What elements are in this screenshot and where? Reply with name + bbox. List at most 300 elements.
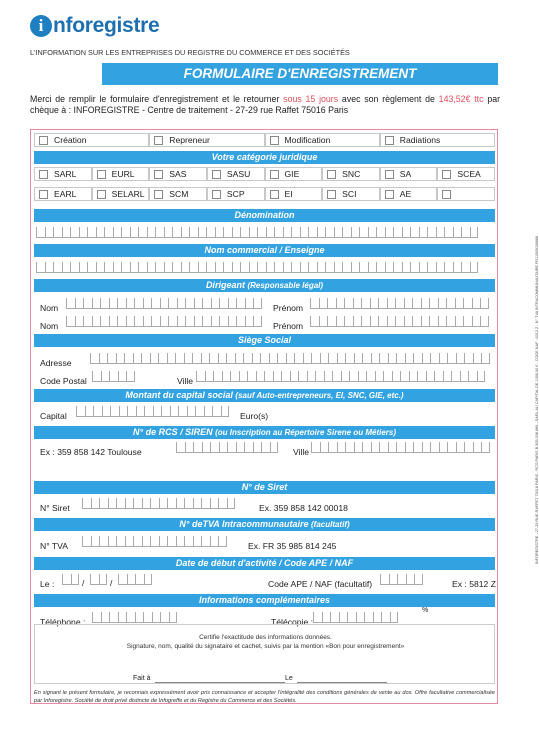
char-box[interactable] [133,536,142,547]
char-box[interactable] [204,406,213,417]
char-box[interactable] [150,536,159,547]
date-month-field[interactable] [90,574,107,585]
char-box[interactable] [236,298,245,309]
char-box[interactable] [451,371,460,382]
char-box[interactable] [294,353,303,364]
checkbox[interactable] [327,190,336,199]
char-box[interactable] [308,262,317,273]
char-box[interactable] [405,442,414,453]
char-box[interactable] [205,371,214,382]
char-box[interactable] [427,262,436,273]
char-box[interactable] [109,298,118,309]
char-box[interactable] [187,406,196,417]
char-box[interactable] [337,442,346,453]
option-repreneur[interactable]: Repreneur [149,133,264,147]
char-box[interactable] [66,298,75,309]
char-box[interactable] [144,406,153,417]
char-box[interactable] [113,262,122,273]
char-box[interactable] [100,298,109,309]
char-box[interactable] [210,498,219,509]
char-box[interactable] [261,442,270,453]
adresse-field[interactable] [90,353,490,364]
denomination-field[interactable] [36,227,478,238]
char-box[interactable] [419,262,428,273]
le-line[interactable] [297,682,387,683]
char-box[interactable] [82,498,91,509]
telephone-field[interactable] [92,612,177,623]
char-box[interactable] [143,298,152,309]
char-box[interactable] [444,227,453,238]
char-box[interactable] [412,316,421,327]
char-box[interactable] [116,498,125,509]
char-box[interactable] [177,316,186,327]
siret-field[interactable] [82,498,235,509]
char-box[interactable] [192,353,201,364]
char-box[interactable] [396,353,405,364]
char-box[interactable] [143,612,152,623]
char-box[interactable] [266,262,275,273]
char-box[interactable] [351,227,360,238]
char-box[interactable] [175,353,184,364]
char-box[interactable] [221,406,230,417]
char-box[interactable] [53,227,62,238]
char-box[interactable] [172,227,181,238]
char-box[interactable] [184,536,193,547]
char-box[interactable] [76,406,85,417]
option-modification[interactable]: Modification [265,133,380,147]
char-box[interactable] [410,262,419,273]
fait-a-line[interactable] [155,682,285,683]
char-box[interactable] [117,316,126,327]
char-box[interactable] [101,612,110,623]
category-option[interactable] [34,167,92,181]
char-box[interactable] [327,316,336,327]
char-box[interactable] [361,298,370,309]
char-box[interactable] [291,227,300,238]
char-box[interactable] [53,262,62,273]
char-box[interactable] [87,262,96,273]
char-box[interactable] [439,442,448,453]
char-box[interactable] [368,262,377,273]
char-box[interactable] [126,612,135,623]
char-box[interactable] [153,406,162,417]
char-box[interactable] [464,442,473,453]
char-box[interactable] [232,262,241,273]
checkbox[interactable] [442,190,451,199]
char-box[interactable] [245,298,254,309]
char-box[interactable] [226,353,235,364]
char-box[interactable] [196,371,205,382]
char-box[interactable] [368,227,377,238]
char-box[interactable] [85,406,94,417]
char-box[interactable] [134,316,143,327]
prenom-field[interactable] [310,316,489,327]
char-box[interactable] [422,353,431,364]
char-box[interactable] [387,316,396,327]
char-box[interactable] [336,316,345,327]
char-box[interactable] [232,227,241,238]
char-box[interactable] [362,353,371,364]
char-box[interactable] [470,262,479,273]
char-box[interactable] [92,612,101,623]
char-box[interactable] [253,298,262,309]
checkbox[interactable] [270,170,279,179]
char-box[interactable] [327,298,336,309]
char-box[interactable] [135,612,144,623]
char-box[interactable] [300,227,309,238]
char-box[interactable] [167,536,176,547]
char-box[interactable] [274,262,283,273]
char-box[interactable] [481,353,490,364]
char-box[interactable] [92,316,101,327]
char-box[interactable] [291,262,300,273]
char-box[interactable] [91,536,100,547]
char-box[interactable] [468,371,477,382]
char-box[interactable] [119,406,128,417]
char-box[interactable] [351,262,360,273]
char-box[interactable] [79,227,88,238]
char-box[interactable] [90,353,99,364]
char-box[interactable] [215,227,224,238]
char-box[interactable] [444,262,453,273]
category-option[interactable] [34,187,92,201]
char-box[interactable] [283,227,292,238]
ape-field[interactable] [380,574,423,585]
char-box[interactable] [176,536,185,547]
char-box[interactable] [160,316,169,327]
char-box[interactable] [155,262,164,273]
char-box[interactable] [151,316,160,327]
char-box[interactable] [422,442,431,453]
char-box[interactable] [390,612,399,623]
char-box[interactable] [319,316,328,327]
char-box[interactable] [209,353,218,364]
char-box[interactable] [160,612,169,623]
char-box[interactable] [245,316,254,327]
char-box[interactable] [388,353,397,364]
char-box[interactable] [307,371,316,382]
char-box[interactable] [313,612,322,623]
char-box[interactable] [322,612,331,623]
category-option[interactable] [207,167,265,181]
char-box[interactable] [252,353,261,364]
char-box[interactable] [381,612,390,623]
char-box[interactable] [328,442,337,453]
checkbox[interactable] [327,170,336,179]
char-box[interactable] [320,353,329,364]
checkbox[interactable] [270,190,279,199]
char-box[interactable] [413,442,422,453]
char-box[interactable] [359,262,368,273]
char-box[interactable] [349,371,358,382]
char-box[interactable] [143,316,152,327]
char-box[interactable] [243,353,252,364]
char-box[interactable] [219,298,228,309]
char-box[interactable] [385,227,394,238]
category-option[interactable] [92,167,150,181]
char-box[interactable] [257,262,266,273]
char-box[interactable] [402,227,411,238]
char-box[interactable] [319,298,328,309]
char-box[interactable] [117,298,126,309]
nom-field[interactable] [66,316,262,327]
char-box[interactable] [256,371,265,382]
date-day-field[interactable] [62,574,79,585]
char-box[interactable] [172,262,181,273]
char-box[interactable] [273,371,282,382]
char-box[interactable] [108,498,117,509]
char-box[interactable] [453,227,462,238]
char-box[interactable] [463,316,472,327]
char-box[interactable] [219,442,228,453]
char-box[interactable] [121,227,130,238]
char-box[interactable] [359,227,368,238]
char-box[interactable] [379,353,388,364]
char-box[interactable] [353,316,362,327]
char-box[interactable] [396,442,405,453]
char-box[interactable] [62,262,71,273]
char-box[interactable] [236,316,245,327]
category-option[interactable] [149,167,207,181]
char-box[interactable] [239,371,248,382]
category-option[interactable] [380,167,438,181]
char-box[interactable] [397,574,406,585]
char-box[interactable] [345,353,354,364]
char-box[interactable] [66,316,75,327]
category-option[interactable] [265,187,323,201]
char-box[interactable] [370,316,379,327]
checkbox[interactable] [442,170,451,179]
char-box[interactable] [436,227,445,238]
char-box[interactable] [385,262,394,273]
signature-zone[interactable] [34,624,495,684]
checkbox[interactable] [97,170,106,179]
char-box[interactable] [219,316,228,327]
option-creation[interactable]: Création [34,133,149,147]
char-box[interactable] [253,316,262,327]
char-box[interactable] [121,262,130,273]
char-box[interactable] [438,316,447,327]
char-box[interactable] [222,371,231,382]
code-postal-field[interactable] [92,371,135,382]
char-box[interactable] [371,353,380,364]
category-option[interactable] [265,167,323,181]
char-box[interactable] [342,227,351,238]
char-box[interactable] [253,442,262,453]
char-box[interactable] [464,353,473,364]
char-box[interactable] [395,298,404,309]
char-box[interactable] [414,574,423,585]
char-box[interactable] [181,227,190,238]
char-box[interactable] [249,262,258,273]
char-box[interactable] [211,316,220,327]
char-box[interactable] [412,298,421,309]
category-option[interactable] [322,187,380,201]
char-box[interactable] [181,262,190,273]
char-box[interactable] [443,371,452,382]
char-box[interactable] [393,262,402,273]
char-box[interactable] [109,316,118,327]
char-box[interactable] [99,498,108,509]
char-box[interactable] [160,298,169,309]
char-box[interactable] [206,227,215,238]
char-box[interactable] [308,227,317,238]
char-box[interactable] [164,227,173,238]
category-option[interactable] [322,167,380,181]
char-box[interactable] [83,316,92,327]
checkbox[interactable] [39,136,48,145]
char-box[interactable] [235,353,244,364]
char-box[interactable] [347,612,356,623]
char-box[interactable] [210,536,219,547]
char-box[interactable] [370,298,379,309]
category-option[interactable] [380,187,438,201]
char-box[interactable] [473,442,482,453]
char-box[interactable] [393,227,402,238]
char-box[interactable] [376,227,385,238]
char-box[interactable] [215,262,224,273]
char-box[interactable] [104,227,113,238]
category-option[interactable] [149,187,207,201]
char-box[interactable] [438,298,447,309]
char-box[interactable] [260,353,269,364]
char-box[interactable] [79,262,88,273]
char-box[interactable] [324,371,333,382]
char-box[interactable] [135,574,144,585]
char-box[interactable] [298,371,307,382]
char-box[interactable] [127,574,136,585]
char-box[interactable] [75,316,84,327]
char-box[interactable] [113,227,122,238]
char-box[interactable] [75,298,84,309]
char-box[interactable] [110,406,119,417]
char-box[interactable] [244,442,253,453]
char-box[interactable] [317,262,326,273]
char-box[interactable] [202,298,211,309]
char-box[interactable] [364,612,373,623]
char-box[interactable] [409,371,418,382]
nom-commercial-field[interactable] [36,262,478,273]
char-box[interactable] [406,574,415,585]
char-box[interactable] [70,227,79,238]
char-box[interactable] [345,442,354,453]
char-box[interactable] [62,227,71,238]
checkbox[interactable] [154,136,163,145]
char-box[interactable] [410,227,419,238]
char-box[interactable] [339,612,348,623]
prenom-field[interactable] [310,298,489,309]
char-box[interactable] [176,498,185,509]
char-box[interactable] [341,371,350,382]
char-box[interactable] [419,227,428,238]
char-box[interactable] [218,536,227,547]
char-box[interactable] [430,353,439,364]
char-box[interactable] [472,316,481,327]
char-box[interactable] [194,298,203,309]
char-box[interactable] [325,227,334,238]
char-box[interactable] [101,371,110,382]
char-box[interactable] [92,371,101,382]
char-box[interactable] [354,353,363,364]
char-box[interactable] [286,353,295,364]
char-box[interactable] [230,371,239,382]
char-box[interactable] [83,298,92,309]
char-box[interactable] [461,227,470,238]
char-box[interactable] [193,498,202,509]
char-box[interactable] [62,574,71,585]
char-box[interactable] [334,262,343,273]
char-box[interactable] [210,442,219,453]
char-box[interactable] [92,298,101,309]
checkbox[interactable] [212,170,221,179]
char-box[interactable] [184,498,193,509]
char-box[interactable] [371,442,380,453]
char-box[interactable] [480,316,489,327]
char-box[interactable] [218,498,227,509]
char-box[interactable] [99,536,108,547]
char-box[interactable] [45,227,54,238]
char-box[interactable] [430,442,439,453]
char-box[interactable] [434,371,443,382]
char-box[interactable] [447,442,456,453]
char-box[interactable] [473,353,482,364]
char-box[interactable] [218,353,227,364]
char-box[interactable] [228,298,237,309]
checkbox[interactable] [385,136,394,145]
tva-field[interactable] [82,536,227,547]
char-box[interactable] [176,442,185,453]
char-box[interactable] [404,316,413,327]
char-box[interactable] [147,262,156,273]
char-box[interactable] [311,442,320,453]
char-box[interactable] [311,353,320,364]
char-box[interactable] [453,262,462,273]
char-box[interactable] [151,298,160,309]
char-box[interactable] [195,406,204,417]
char-box[interactable] [70,262,79,273]
char-box[interactable] [328,353,337,364]
char-box[interactable] [472,298,481,309]
char-box[interactable] [460,371,469,382]
char-box[interactable] [264,371,273,382]
char-box[interactable] [366,371,375,382]
char-box[interactable] [136,406,145,417]
char-box[interactable] [142,536,151,547]
checkbox[interactable] [212,190,221,199]
char-box[interactable] [336,298,345,309]
char-box[interactable] [303,353,312,364]
char-box[interactable] [159,536,168,547]
char-box[interactable] [223,227,232,238]
char-box[interactable] [168,316,177,327]
char-box[interactable] [108,536,117,547]
char-box[interactable] [388,442,397,453]
char-box[interactable] [281,371,290,382]
char-box[interactable] [402,262,411,273]
char-box[interactable] [274,227,283,238]
char-box[interactable] [461,262,470,273]
char-box[interactable] [96,227,105,238]
char-box[interactable] [455,298,464,309]
char-box[interactable] [126,371,135,382]
char-box[interactable] [126,316,135,327]
char-box[interactable] [141,353,150,364]
char-box[interactable] [194,316,203,327]
char-box[interactable] [389,574,398,585]
char-box[interactable] [99,353,108,364]
char-box[interactable] [392,371,401,382]
char-box[interactable] [342,262,351,273]
